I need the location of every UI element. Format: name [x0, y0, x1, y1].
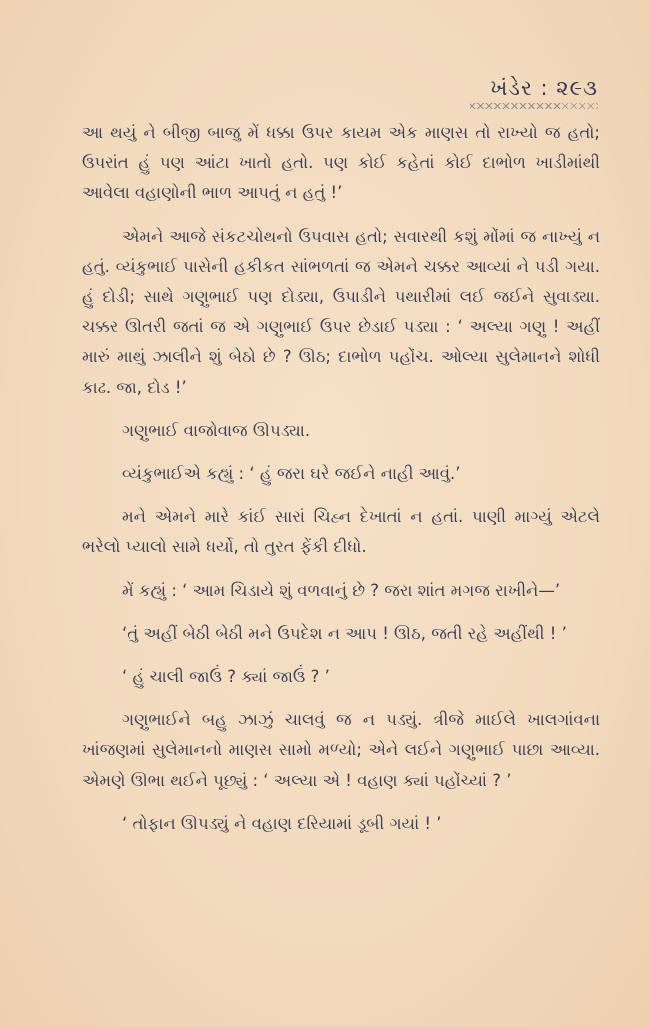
paragraph: મેં કહ્યું : ‘ આમ ચિડાયે શું વળવાનું છે ? જરા શાંત મગજ રાખીને—’ — [122, 580, 561, 600]
paragraph: મને એમને મારે કાંઈ સારાં ચિહ્ન દેખાતાં ન હતાં. પાણી માગ્યું એટલે ભરેલો પ્યાલો સામે ધર્યો, તો તુરત ફેંકી દીધો. — [82, 507, 600, 557]
body-text — [82, 118, 600, 852]
paragraph: એમને આજે સંકટચોથનો ઉપવાસ હતો; સવારથી કશું મોંમાં જ નાખ્યું ન હતું. વ્યંકુભાઈ પાસેની હકીકત સાંભળતાં જ એમને ચક્કર આવ્યાં ને પડી ગયા. હું દોડી; સાથે ગણુભાઈ પણ દોડ્યા, ઉપાડીને પથારીમાં લઈ જઈને સુવાડ્યા. ચક્કર ઊતરી જતાં જ એ ગણુભાઈ ઉપર છેડાઈ પડ્યા : ‘ અલ્યા ગણુ ! અહીં મારું માથું ઝાલીને શું બેઠો છે ? ઊઠ; દાભોળ પહોંચ. ઓલ્યા સુલેમાનને શોધી કાઢ. જા, દોડ !’ — [82, 226, 600, 397]
paragraph: ‘તું અહીં બેઠી બેઠી મને ઉપદેશ ન આપ ! ઊઠ, જતી રહે અહીંથી ! ’ — [122, 623, 567, 643]
paragraph: ગણુભાઈ વાજોવાજ ઊપડ્યા. — [122, 420, 311, 440]
paragraph: ગણુભાઈને બહુ ઝાઝું ચાલવું જ ન પડ્યું. ત્રીજે માઈલે ખાલગાંવના ખાંજણમાં સુલેમાનનો માણસ સામો મળ્યો; એને લઈને ગણુભાઈ પાછા આવ્યા. એમણે ઊભા થઈને પૂછ્યું : ‘ અલ્યા એ ! વહાણ ક્યાં પહોંચ્યાં ? ’ — [82, 710, 600, 790]
paragraph: ‘ તોફાન ઊપડ્યું ને વહાણ દરિયામાં ડૂબી ગયાં ! ’ — [122, 813, 442, 833]
running-title: ખંડેર : ૨૯૩ — [490, 76, 598, 100]
page-header — [470, 76, 598, 109]
decorative-wavy-rule — [470, 103, 598, 109]
paragraph: વ્યંકુભાઈએ કહ્યું : ‘ હું જરા ઘરે જઈને નાહી આવું.’ — [122, 464, 461, 484]
paragraph: આ થયું ને બીજી બાજુ મેં ધક્કા ઉપર કાયમ એક માણસ તો રાખ્યો જ હતો; ઉપરાંત હું પણ આંટા ખાતો હતો. પણ કોઈ કહેતાં કોઈ દાભોળ ખાડીમાંથી આવેલા વહાણોની ભાળ આપતું ન હતું !’ — [82, 123, 600, 203]
paragraph: ‘ હું ચાલી જાઉં ? ક્યાં જાઉં ? ’ — [122, 667, 330, 687]
